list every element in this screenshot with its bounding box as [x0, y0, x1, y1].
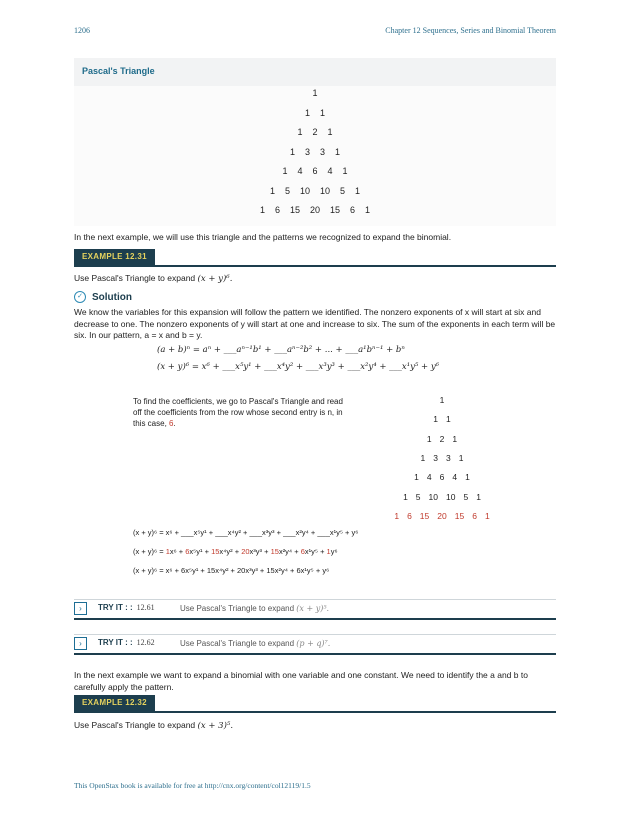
intro-text: In the next example, we will use this triangle and the patterns we recognized to expand the binomial. — [74, 232, 452, 242]
pascal-entry: 5 — [284, 185, 290, 196]
chevron-right-icon[interactable]: › — [74, 602, 87, 615]
solution-heading: ✓ Solution — [74, 291, 132, 303]
triangle-entry: 1 — [476, 491, 481, 502]
triangle-row — [382, 434, 502, 444]
example-expression: (x + 3)⁵. — [197, 721, 234, 731]
pascal-entry: 6 — [350, 205, 356, 215]
triangle-entry: 1 — [439, 395, 445, 405]
chevron-right-icon[interactable]: › — [74, 637, 87, 650]
pascal-entry: 4 — [327, 166, 333, 176]
pascal-triangle-box — [74, 58, 556, 226]
example-label: EXAMPLE 12.32 — [74, 695, 155, 711]
triangle-row — [382, 395, 502, 405]
triangle-entry: 10 — [428, 491, 438, 502]
term-text: y⁶ — [330, 547, 338, 556]
term-text: x¹y⁵ + — [304, 547, 327, 556]
triangle-entry: 20 — [437, 510, 447, 521]
solution-paragraph: We know the variables for this expansion will follow the pattern we identified. The nonzero exponents of x will start at six and decrease to one. The nonzero exponents of y will start at one and increase to six. The sum of the exponents in each term will be six. In our pattern, a = x and b = y. — [74, 307, 556, 340]
pascal-entry: 1 — [289, 146, 295, 157]
triangle-entry: 1 — [420, 452, 426, 463]
pascal-entry: 15 — [289, 205, 300, 215]
triangle-entry: 1 — [484, 510, 490, 521]
pascal-entry: 1 — [282, 166, 288, 176]
pascal-entry: 1 — [320, 107, 326, 118]
triangle-entry: 6 — [472, 510, 477, 521]
pascal-entry: 1 — [335, 146, 341, 157]
term-text: x⁴y² + — [219, 547, 242, 556]
pascal-entry: 1 — [297, 127, 303, 137]
pascal-row — [74, 147, 556, 157]
coefficient: 1 — [165, 547, 170, 556]
footer-note: This OpenStax book is available for free at http://cnx.org/content/col12119/1.5 — [74, 781, 311, 790]
coefficient: 1 — [326, 547, 331, 556]
triangle-row — [382, 492, 502, 502]
triangle-entry: 15 — [454, 510, 465, 521]
triangle-entry: 1 — [452, 433, 458, 444]
expansion-step-3: (x + y)⁶ = x⁶ + 6x⁵y¹ + 15x⁴y² + 20x³y³ + 15x²y⁴ + 6x¹y⁵ + y⁶ — [133, 566, 330, 575]
example-label: EXAMPLE 12.31 — [74, 249, 155, 265]
triangle-row — [382, 453, 502, 463]
pascal-row — [74, 186, 556, 196]
triangle-row — [382, 414, 502, 424]
coefficient: 6 — [300, 547, 305, 556]
expansion-step-1: (x + y)⁶ = x⁶ + ___x⁵y¹ + ___x⁴y² + ___x³y³ + ___x²y⁴ + ___x¹y⁵ + y⁶ — [133, 528, 359, 537]
chapter-title: Chapter 12 Sequences, Series and Binomial Theorem — [385, 26, 556, 35]
triangle-entry: 6 — [439, 472, 445, 483]
expansion-step-2 — [133, 547, 338, 556]
triangle-entry: 1 — [426, 433, 432, 444]
pascal-entry: 15 — [330, 205, 341, 215]
pascal-entry: 6 — [274, 205, 280, 215]
example-12-32-prompt: Use Pascal's Triangle to expand (x + 3)⁵. — [74, 720, 234, 731]
triangle-entry: 10 — [446, 491, 456, 502]
pascal-entry: 3 — [320, 146, 326, 157]
triangle-entry: 1 — [403, 491, 408, 502]
triangle-entry: 1 — [458, 452, 464, 463]
pascal-entry: 4 — [297, 166, 303, 176]
triangle-entry: 5 — [415, 491, 421, 502]
pascal-entry: 1 — [259, 205, 265, 215]
pascal-row — [74, 108, 556, 118]
triangle-entry: 2 — [439, 433, 445, 444]
triangle-entry: 6 — [407, 510, 412, 521]
formula-general: (a + b)ⁿ = aⁿ + ___aⁿ⁻¹b¹ + ___aⁿ⁻²b² + ... + ___a¹bⁿ⁻¹ + bⁿ — [157, 345, 405, 355]
pascal-entry: 1 — [269, 185, 275, 196]
formula-specific: (x + y)⁶ = x⁶ + ___x⁵y¹ + ___x⁴y² + ___x³y³ + ___x²y⁴ + ___x¹y⁵ + y⁶ — [157, 362, 440, 372]
pascal-entry: 1 — [312, 88, 318, 98]
coefficient: 15 — [211, 547, 220, 556]
example-12-31-bar — [74, 249, 556, 267]
term-text: x²y⁴ + — [278, 547, 301, 556]
try-it-12-61[interactable]: › TRY IT : : 12.61 Use Pascal's Triangle to expand (x + y)⁵. — [74, 599, 556, 620]
pascal-row — [74, 127, 556, 137]
pascal-entry: 1 — [355, 185, 361, 196]
n-value: 6 — [169, 419, 174, 428]
triangle-entry: 1 — [465, 472, 470, 483]
coefficient: 6 — [185, 547, 190, 556]
pascal-entry: 1 — [327, 127, 333, 137]
triangle-entry: 15 — [419, 510, 430, 521]
side-explanation: To find the coefficients, we go to Pascal's Triangle and read off the coefficients from the row whose second entry is n, in this case, 6. — [133, 397, 343, 428]
triangle-entry: 3 — [433, 452, 438, 463]
example-12-31-prompt: Use Pascal's Triangle to expand (x + y)⁶. — [74, 273, 233, 284]
term-text: x⁶ + — [169, 547, 186, 556]
pascal-entry: 1 — [304, 107, 310, 118]
coefficient: 15 — [270, 547, 279, 556]
page-number: 1206 — [74, 26, 90, 35]
triangle-entry: 1 — [414, 472, 419, 483]
pascal-entry: 10 — [299, 185, 310, 196]
pascal-entry: 1 — [342, 166, 348, 176]
pascal-row — [74, 166, 556, 176]
pascal-entry: 1 — [365, 205, 371, 215]
triangle-entry: 1 — [433, 414, 438, 425]
next-example-text: In the next example we want to expand a binomial with one variable and one constant. We need to identify the a and b to carefully apply the pattern. — [74, 670, 528, 692]
pascal-row — [74, 88, 556, 98]
triangle-row — [382, 511, 502, 521]
check-circle-icon: ✓ — [74, 291, 86, 303]
pascal-row — [74, 205, 556, 215]
term-text: x⁵y¹ + — [189, 547, 212, 556]
example-expression: (x + y)⁶. — [197, 274, 233, 284]
coefficient: 20 — [241, 547, 250, 556]
pascal-triangle-grid — [74, 86, 556, 226]
try-it-12-62[interactable]: › TRY IT : : 12.62 Use Pascal's Triangle to expand (p + q)⁷. — [74, 634, 556, 655]
pascal-entry: 2 — [312, 127, 318, 137]
pascal-entry: 5 — [340, 185, 346, 196]
pascal-box-title: Pascal's Triangle — [82, 66, 155, 76]
term-text: x³y³ + — [249, 547, 271, 556]
triangle-entry: 5 — [463, 491, 469, 502]
triangle-entry: 4 — [426, 472, 432, 483]
pascal-entry: 3 — [304, 146, 310, 157]
term-text: (x + y)⁶ = — [133, 547, 166, 556]
pascal-entry: 6 — [312, 166, 318, 176]
pascal-entry: 20 — [309, 205, 320, 215]
pascal-entry: 10 — [320, 185, 331, 196]
triangle-row — [382, 472, 502, 482]
triangle-entry: 4 — [452, 472, 458, 483]
triangle-entry: 1 — [446, 414, 451, 425]
triangle-entry: 3 — [446, 452, 451, 463]
example-12-32-bar — [74, 695, 556, 713]
triangle-entry: 1 — [394, 510, 400, 521]
